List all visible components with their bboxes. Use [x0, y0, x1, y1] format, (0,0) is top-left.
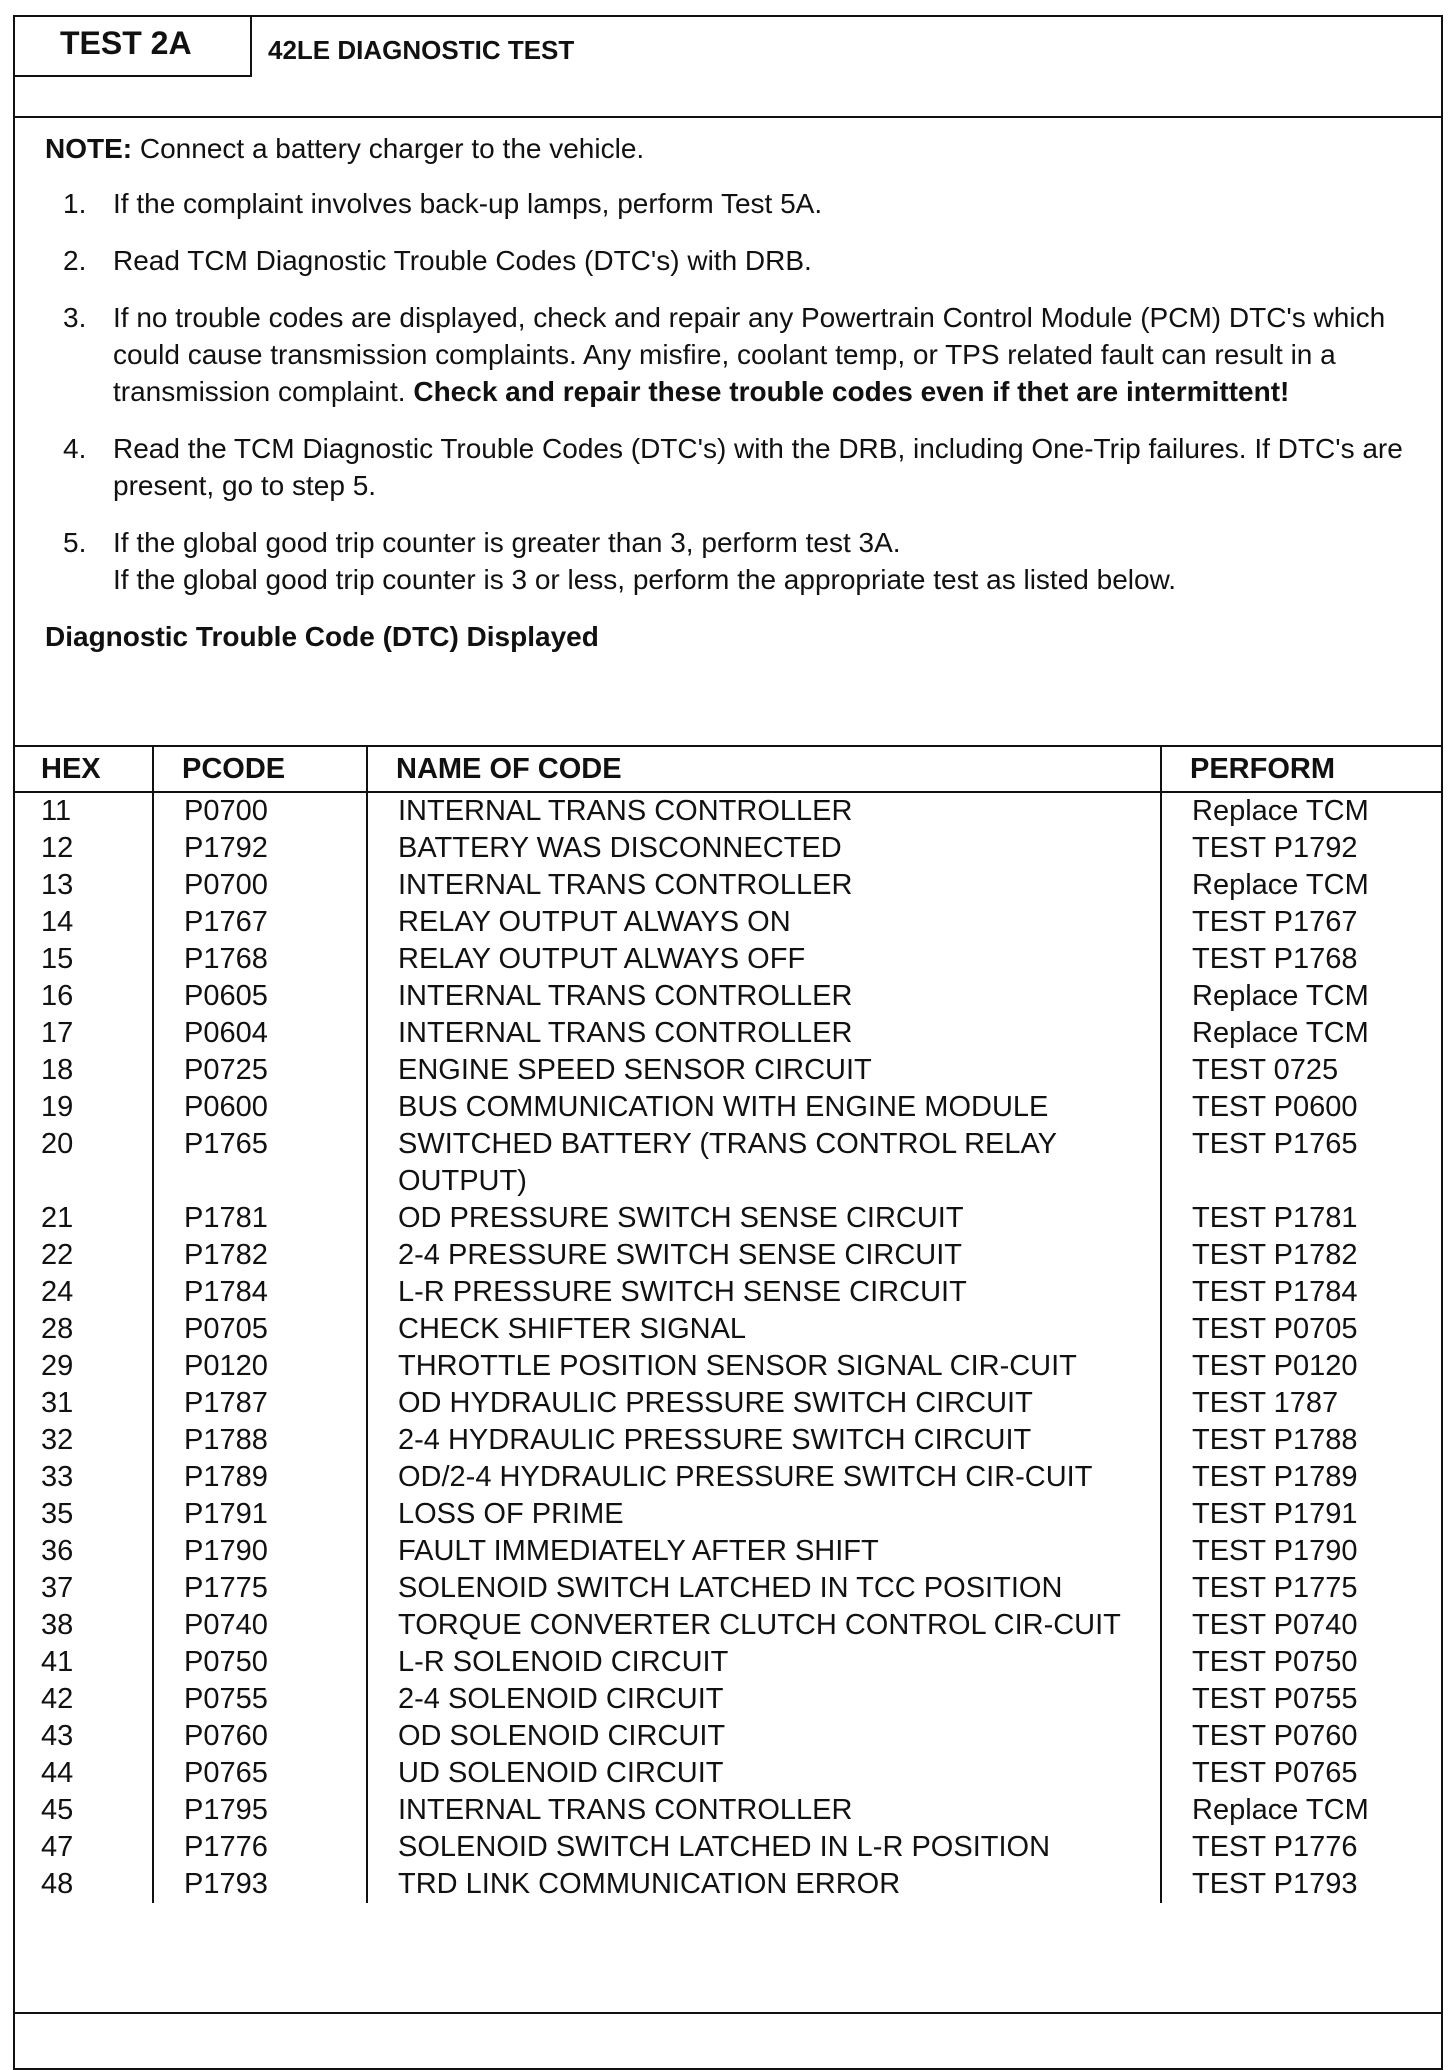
name-cell: ENGINE SPEED SENSOR CIRCUIT	[367, 1052, 1161, 1089]
name-cell: LOSS OF PRIME	[367, 1496, 1161, 1533]
perform-cell: TEST P1776	[1192, 1831, 1358, 1863]
hex-cell: 31	[13, 1385, 153, 1422]
step-5	[45, 524, 1415, 598]
pcode-cell: P1791	[153, 1496, 367, 1533]
perform-cell: TEST P1789	[1192, 1461, 1358, 1493]
pcode-cell: P1765	[153, 1126, 367, 1200]
hex-cell: 17	[13, 1015, 153, 1052]
pcode-cell: P0740	[153, 1607, 367, 1644]
perform-cell: Replace TCM	[1192, 795, 1369, 827]
pcode-cell: P1793	[153, 1866, 367, 1903]
hex-cell: 14	[13, 904, 153, 941]
table-row	[13, 1792, 1443, 1829]
hex-cell: 33	[13, 1459, 153, 1496]
pcode-cell: P0725	[153, 1052, 367, 1089]
name-cell: CHECK SHIFTER SIGNAL	[367, 1311, 1161, 1348]
name-cell: THROTTLE POSITION SENSOR SIGNAL CIR-CUIT	[367, 1348, 1161, 1385]
hex-cell: 12	[13, 830, 153, 867]
table-row	[13, 1422, 1443, 1459]
header-pcode: PCODE	[153, 747, 367, 792]
name-cell: INTERNAL TRANS CONTROLLER	[367, 867, 1161, 904]
hex-cell: 11	[13, 792, 153, 830]
name-cell: L-R SOLENOID CIRCUIT	[367, 1644, 1161, 1681]
table-row	[13, 1459, 1443, 1496]
step-number: 2.	[63, 245, 87, 276]
name-cell: INTERNAL TRANS CONTROLLER	[367, 792, 1161, 830]
step-emphasis: Check and repair these trouble codes even if thet are intermittent!	[413, 376, 1290, 407]
hex-cell: 24	[13, 1274, 153, 1311]
step-number: 1.	[63, 188, 87, 219]
perform-cell: TEST P1775	[1192, 1572, 1358, 1604]
step-text-2: If the global good trip counter is 3 or less, perform the appropriate test as listed below.	[113, 564, 1177, 595]
note-label: NOTE:	[45, 133, 133, 164]
name-cell: SOLENOID SWITCH LATCHED IN L-R POSITION	[367, 1829, 1161, 1866]
header-row	[13, 15, 1443, 118]
table-row	[13, 1644, 1443, 1681]
name-cell: 2-4 SOLENOID CIRCUIT	[367, 1681, 1161, 1718]
table-row	[13, 1311, 1443, 1348]
table-row	[13, 1607, 1443, 1644]
name-cell: OD/2-4 HYDRAULIC PRESSURE SWITCH CIR-CUIT	[367, 1459, 1161, 1496]
pcode-cell: P0604	[153, 1015, 367, 1052]
name-cell: INTERNAL TRANS CONTROLLER	[367, 1015, 1161, 1052]
hex-cell: 20	[13, 1126, 153, 1200]
table-row	[13, 1533, 1443, 1570]
hex-cell: 48	[13, 1866, 153, 1903]
pcode-cell: P0765	[153, 1755, 367, 1792]
hex-cell: 41	[13, 1644, 153, 1681]
hex-cell: 28	[13, 1311, 153, 1348]
pcode-cell: P1782	[153, 1237, 367, 1274]
footer-rule	[13, 2012, 1443, 2014]
table-row	[13, 978, 1443, 1015]
note	[45, 130, 1415, 167]
hex-cell: 38	[13, 1607, 153, 1644]
table-row	[13, 1015, 1443, 1052]
name-cell: BATTERY WAS DISCONNECTED	[367, 830, 1161, 867]
perform-cell: TEST P1791	[1192, 1498, 1358, 1530]
hex-cell: 19	[13, 1089, 153, 1126]
perform-cell: TEST P1792	[1192, 832, 1358, 864]
header-name: NAME OF CODE	[367, 747, 1161, 792]
perform-cell: Replace TCM	[1192, 1794, 1369, 1826]
step-text: If the complaint involves back-up lamps, perform Test 5A.	[113, 188, 823, 219]
pcode-cell: P1787	[153, 1385, 367, 1422]
hex-cell: 32	[13, 1422, 153, 1459]
table-row	[13, 830, 1443, 867]
dtc-table-wrap	[13, 745, 1443, 2025]
step-number: 4.	[63, 433, 87, 464]
name-cell: TRD LINK COMMUNICATION ERROR	[367, 1866, 1161, 1903]
perform-cell: TEST P1767	[1192, 906, 1358, 938]
table-row	[13, 904, 1443, 941]
perform-cell: Replace TCM	[1192, 980, 1369, 1012]
hex-cell: 16	[13, 978, 153, 1015]
hex-cell: 42	[13, 1681, 153, 1718]
dtc-table-body	[13, 792, 1443, 1903]
table-row	[13, 1718, 1443, 1755]
name-cell: L-R PRESSURE SWITCH SENSE CIRCUIT	[367, 1274, 1161, 1311]
perform-cell: TEST P1781	[1192, 1202, 1358, 1234]
perform-cell: TEST P1788	[1192, 1424, 1358, 1456]
perform-cell: TEST P0120	[1192, 1350, 1358, 1382]
hex-cell: 21	[13, 1200, 153, 1237]
perform-cell: TEST P1782	[1192, 1239, 1358, 1271]
note-text: Connect a battery charger to the vehicle.	[132, 133, 645, 164]
table-row	[13, 1348, 1443, 1385]
name-cell: BUS COMMUNICATION WITH ENGINE MODULE	[367, 1089, 1161, 1126]
table-row	[13, 1570, 1443, 1607]
name-cell: 2-4 PRESSURE SWITCH SENSE CIRCUIT	[367, 1237, 1161, 1274]
header-perform: PERFORM	[1161, 747, 1443, 792]
name-cell: INTERNAL TRANS CONTROLLER	[367, 978, 1161, 1015]
pcode-cell: P1781	[153, 1200, 367, 1237]
pcode-cell: P0700	[153, 867, 367, 904]
pcode-cell: P0760	[153, 1718, 367, 1755]
table-row	[13, 792, 1443, 830]
perform-cell: TEST P1793	[1192, 1868, 1358, 1900]
step-1	[45, 185, 1415, 222]
test-label: TEST 2A	[13, 15, 252, 77]
name-cell: INTERNAL TRANS CONTROLLER	[367, 1792, 1161, 1829]
name-cell: OD HYDRAULIC PRESSURE SWITCH CIRCUIT	[367, 1385, 1161, 1422]
hex-cell: 43	[13, 1718, 153, 1755]
pcode-cell: P0750	[153, 1644, 367, 1681]
hex-cell: 15	[13, 941, 153, 978]
step-2	[45, 242, 1415, 279]
name-cell: RELAY OUTPUT ALWAYS OFF	[367, 941, 1161, 978]
perform-cell: TEST P0755	[1192, 1683, 1358, 1715]
table-row	[13, 1274, 1443, 1311]
table-row	[13, 1385, 1443, 1422]
hex-cell: 18	[13, 1052, 153, 1089]
name-cell: OD PRESSURE SWITCH SENSE CIRCUIT	[367, 1200, 1161, 1237]
table-row	[13, 1089, 1443, 1126]
pcode-cell: P0755	[153, 1681, 367, 1718]
table-row	[13, 1829, 1443, 1866]
perform-cell: TEST P1765	[1192, 1128, 1358, 1160]
pcode-cell: P1789	[153, 1459, 367, 1496]
pcode-cell: P1767	[153, 904, 367, 941]
name-cell: OD SOLENOID CIRCUIT	[367, 1718, 1161, 1755]
hex-cell: 47	[13, 1829, 153, 1866]
perform-cell: Replace TCM	[1192, 869, 1369, 901]
pcode-cell: P0605	[153, 978, 367, 1015]
hex-cell: 13	[13, 867, 153, 904]
step-text: Read TCM Diagnostic Trouble Codes (DTC's) with DRB.	[113, 245, 812, 276]
table-row	[13, 1237, 1443, 1274]
perform-cell: TEST P1790	[1192, 1535, 1358, 1567]
table-row	[13, 1052, 1443, 1089]
step-3	[45, 299, 1415, 410]
step-number: 5.	[63, 527, 87, 558]
header-hex: HEX	[13, 747, 153, 792]
table-row	[13, 1866, 1443, 1903]
hex-cell: 36	[13, 1533, 153, 1570]
name-cell: TORQUE CONVERTER CLUTCH CONTROL CIR-CUIT	[367, 1607, 1161, 1644]
table-row	[13, 1126, 1443, 1200]
hex-cell: 22	[13, 1237, 153, 1274]
perform-cell: TEST P0705	[1192, 1313, 1358, 1345]
instructions	[45, 130, 1415, 655]
dtc-table	[13, 747, 1443, 1903]
step-4	[45, 430, 1415, 504]
step-text: If no trouble codes are displayed, check and repair any Powertrain Control Module (PCM) DTC's which could cause transmission complaints. Any misfire, coolant temp, or TPS related fault can result in a transmission complaint.	[113, 302, 1386, 407]
pcode-cell: P0705	[153, 1311, 367, 1348]
pcode-cell: P0600	[153, 1089, 367, 1126]
perform-cell: TEST 0725	[1192, 1054, 1339, 1086]
table-row	[13, 1755, 1443, 1792]
dtc-heading: Diagnostic Trouble Code (DTC) Displayed	[45, 621, 599, 652]
pcode-cell: P1776	[153, 1829, 367, 1866]
hex-cell: 29	[13, 1348, 153, 1385]
step-text: Read the TCM Diagnostic Trouble Codes (DTC's) with the DRB, including One-Trip failures. If DTC's are present, go to step 5.	[113, 433, 1403, 501]
pcode-cell: P1775	[153, 1570, 367, 1607]
hex-cell: 37	[13, 1570, 153, 1607]
step-text: If the global good trip counter is greater than 3, perform test 3A.	[113, 527, 901, 558]
perform-cell: TEST P1784	[1192, 1276, 1358, 1308]
perform-cell: TEST P0600	[1192, 1091, 1358, 1123]
pcode-cell: P1788	[153, 1422, 367, 1459]
hex-cell: 44	[13, 1755, 153, 1792]
pcode-cell: P1795	[153, 1792, 367, 1829]
name-cell: SOLENOID SWITCH LATCHED IN TCC POSITION	[367, 1570, 1161, 1607]
perform-cell: TEST P1768	[1192, 943, 1358, 975]
name-cell: UD SOLENOID CIRCUIT	[367, 1755, 1161, 1792]
name-cell: FAULT IMMEDIATELY AFTER SHIFT	[367, 1533, 1161, 1570]
name-cell: SWITCHED BATTERY (TRANS CONTROL RELAY OUTPUT)	[367, 1126, 1161, 1200]
pcode-cell: P0120	[153, 1348, 367, 1385]
table-row	[13, 941, 1443, 978]
perform-cell: TEST P0740	[1192, 1609, 1358, 1641]
name-cell: RELAY OUTPUT ALWAYS ON	[367, 904, 1161, 941]
perform-cell: TEST P0750	[1192, 1646, 1358, 1678]
hex-cell: 45	[13, 1792, 153, 1829]
table-row	[13, 867, 1443, 904]
step-number: 3.	[63, 302, 87, 333]
table-header-row	[13, 747, 1443, 792]
pcode-cell: P1790	[153, 1533, 367, 1570]
test-title: 42LE DIAGNOSTIC TEST	[268, 35, 575, 65]
table-row	[13, 1681, 1443, 1718]
pcode-cell: P1784	[153, 1274, 367, 1311]
table-row	[13, 1496, 1443, 1533]
perform-cell: TEST P0765	[1192, 1757, 1358, 1789]
name-cell: 2-4 HYDRAULIC PRESSURE SWITCH CIRCUIT	[367, 1422, 1161, 1459]
perform-cell: TEST P0760	[1192, 1720, 1358, 1752]
perform-cell: Replace TCM	[1192, 1017, 1369, 1049]
pcode-cell: P0700	[153, 792, 367, 830]
pcode-cell: P1768	[153, 941, 367, 978]
table-row	[13, 1200, 1443, 1237]
perform-cell: TEST 1787	[1192, 1387, 1339, 1419]
hex-cell: 35	[13, 1496, 153, 1533]
pcode-cell: P1792	[153, 830, 367, 867]
